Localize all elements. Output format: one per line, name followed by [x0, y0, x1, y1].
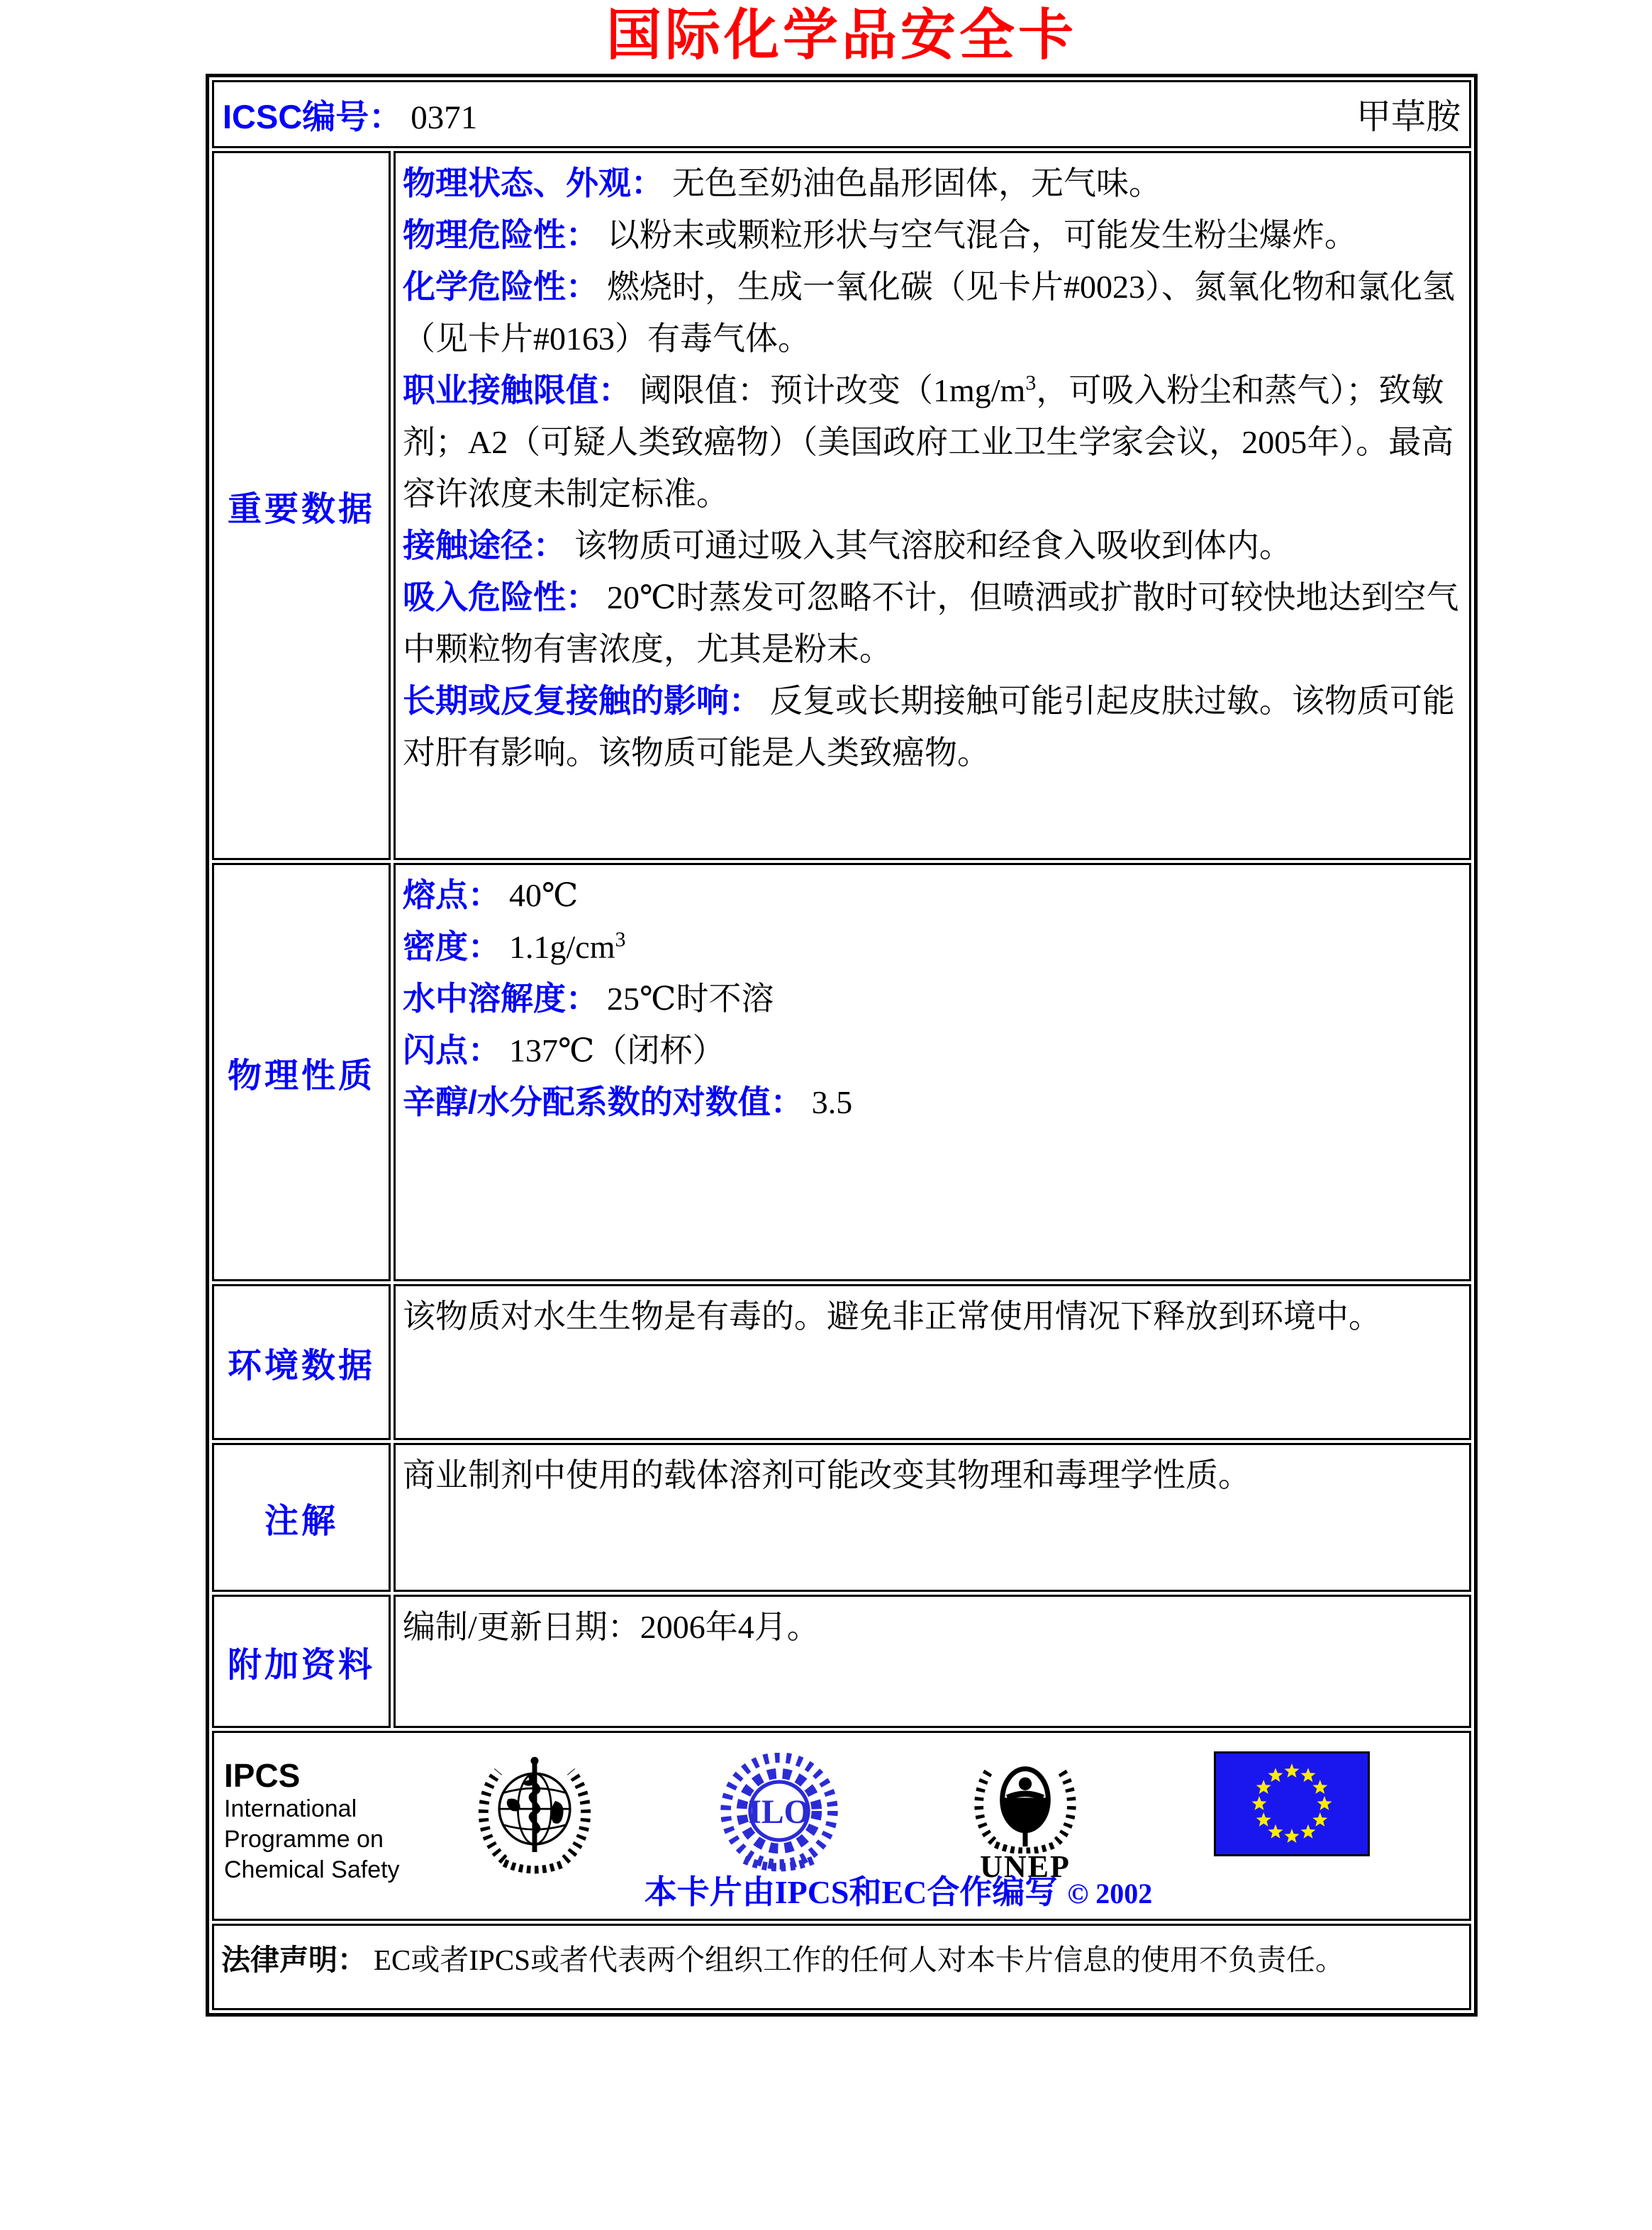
physical-properties-content: [394, 863, 1471, 1281]
ilo-letters: ILO: [748, 1794, 810, 1832]
data-item-inhalation-risk: [403, 572, 1459, 675]
environmental-data-content: [394, 1284, 1471, 1440]
page-title: 国际化学品安全卡: [605, 4, 1077, 66]
environmental-data-row: [212, 1284, 1471, 1440]
section-label-important: 重要数据: [212, 151, 391, 860]
icsc-number-group: [223, 91, 477, 138]
section-label-environment: 环境数据: [212, 1284, 391, 1440]
superscript: 3: [1025, 371, 1037, 395]
property-flash-point: [403, 1025, 1459, 1076]
eu-flag-icon: [1214, 1751, 1370, 1856]
icsc-header-bar: [214, 82, 1469, 146]
copyright-text: © 2002: [1067, 1878, 1153, 1910]
item-label: 长期或反复接触的影响：: [403, 682, 761, 719]
legal-notice-row: [212, 1924, 1471, 2010]
item-label: 密度：: [403, 928, 501, 965]
additional-text: 编制/更新日期：2006年4月。: [403, 1609, 820, 1645]
ilo-logo-icon: [716, 1753, 842, 1875]
ipcs-name-line: International: [224, 1795, 357, 1822]
data-item-physical-state: [403, 157, 1459, 209]
item-text: 无色至奶油色晶形固体，无气味。: [672, 165, 1161, 201]
item-label: 吸入危险性：: [403, 579, 598, 615]
section-label-additional: 附加资料: [212, 1595, 391, 1728]
property-log-pow: [403, 1076, 1459, 1128]
property-melting-point: [403, 869, 1459, 921]
item-text: ，可吸入粉尘和蒸气）；致敏剂；A2（可疑人类致癌物）（美国政府工业卫生学家会议，2005年）。最高容许浓度未制定标准。: [403, 372, 1454, 512]
property-water-solubility: [403, 973, 1459, 1025]
environment-text: 该物质对水生生物是有毒的。避免非正常使用情况下释放到环境中。: [403, 1298, 1381, 1334]
icsc-number-label: ICSC编号：: [223, 97, 403, 135]
additional-info-row: [212, 1595, 1471, 1728]
ipcs-name-line: Programme on: [224, 1826, 384, 1853]
section-label-physical: 物理性质: [212, 863, 391, 1281]
legal-notice-bar: [214, 1926, 1469, 1980]
ipcs-acronym: IPCS: [224, 1757, 301, 1794]
item-label: 辛醇/水分配系数的对数值：: [403, 1083, 803, 1120]
icsc-number-value: 0371: [411, 99, 478, 136]
item-value: 3.5: [811, 1084, 853, 1120]
unep-logo-icon: [965, 1750, 1085, 1853]
data-item-exposure-limits: [403, 364, 1459, 520]
notes-row: [212, 1443, 1471, 1592]
item-label: 水中溶解度：: [403, 980, 598, 1017]
item-label: 接触途径：: [403, 527, 566, 564]
logos-row: [212, 1731, 1471, 1921]
legal-notice-cell: [212, 1924, 1471, 2010]
item-value: 1.1g/cm: [509, 929, 615, 965]
who-logo-icon: [471, 1750, 598, 1878]
icsc-header-row: [212, 80, 1471, 148]
icsc-card-table: [206, 74, 1478, 2017]
superscript: 3: [615, 927, 626, 952]
logos-bar: [214, 1733, 1469, 1919]
item-label: 物理状态、外观：: [403, 165, 664, 201]
item-text: 燃烧时，生成一氧化碳（见卡片#0023）、氮氧化物和氯化氢（见卡片#0163）有毒气体。: [403, 269, 1455, 357]
legal-notice-text: EC或者IPCS或者代表两个组织工作的任何人对本卡片信息的使用不负责任。: [374, 1944, 1344, 1976]
item-label: 化学危险性：: [403, 268, 598, 305]
item-text: 阈限值：预计改变（1mg/m: [640, 372, 1026, 408]
data-item-chemical-danger: [403, 261, 1459, 364]
logos-cell: [212, 1731, 1471, 1921]
property-density: [403, 921, 1459, 973]
item-value: 137℃（闭杯）: [509, 1032, 725, 1069]
item-value: 25℃时不溶: [607, 981, 774, 1017]
section-label-notes: 注解: [212, 1443, 391, 1592]
item-value: 40℃: [509, 877, 579, 913]
item-label: 物理危险性：: [403, 216, 598, 253]
ipcs-name-line: Chemical Safety: [224, 1856, 400, 1883]
important-data-content: [394, 151, 1471, 860]
notes-text: 商业制剂中使用的载体溶剂可能改变其物理和毒理学性质。: [403, 1457, 1251, 1493]
notes-content: [394, 1443, 1471, 1592]
legal-notice-label: 法律声明：: [221, 1944, 367, 1976]
item-text: 该物质可通过吸入其气溶胶和经食入吸收到体内。: [574, 528, 1292, 564]
credit-line: [214, 1866, 1469, 1913]
item-text: 20℃时蒸发可忽略不计，但喷洒或扩散时可较快地达到空气中颗粒物有害浓度，尤其是粉末。: [403, 579, 1459, 667]
unep-logo-block: [960, 1750, 1090, 1883]
additional-info-content: [394, 1595, 1471, 1728]
item-text: 以粉末或颗粒形状与空气混合，可能发生粉尘爆炸。: [607, 217, 1357, 253]
important-data-row: [212, 151, 1471, 860]
credit-text: 本卡片由IPCS和EC合作编写: [644, 1874, 1058, 1910]
item-text: 反复或长期接触可能引起皮肤过敏。该物质可能对肝有影响。该物质可能是人类致癌物。: [403, 683, 1455, 771]
unep-label: UNEP: [980, 1849, 1071, 1884]
item-label: 熔点：: [403, 876, 501, 913]
physical-properties-row: [212, 863, 1471, 1281]
data-item-physical-danger: [403, 209, 1459, 261]
item-label: 职业接触限值：: [403, 372, 631, 408]
item-label: 闪点：: [403, 1032, 501, 1069]
data-item-exposure-routes: [403, 520, 1459, 572]
icsc-header-cell: [212, 80, 1471, 148]
icsc-card-page: [206, 4, 1478, 2017]
chemical-name: 甲草胺: [1356, 97, 1461, 136]
data-item-long-term-effects: [403, 675, 1459, 779]
